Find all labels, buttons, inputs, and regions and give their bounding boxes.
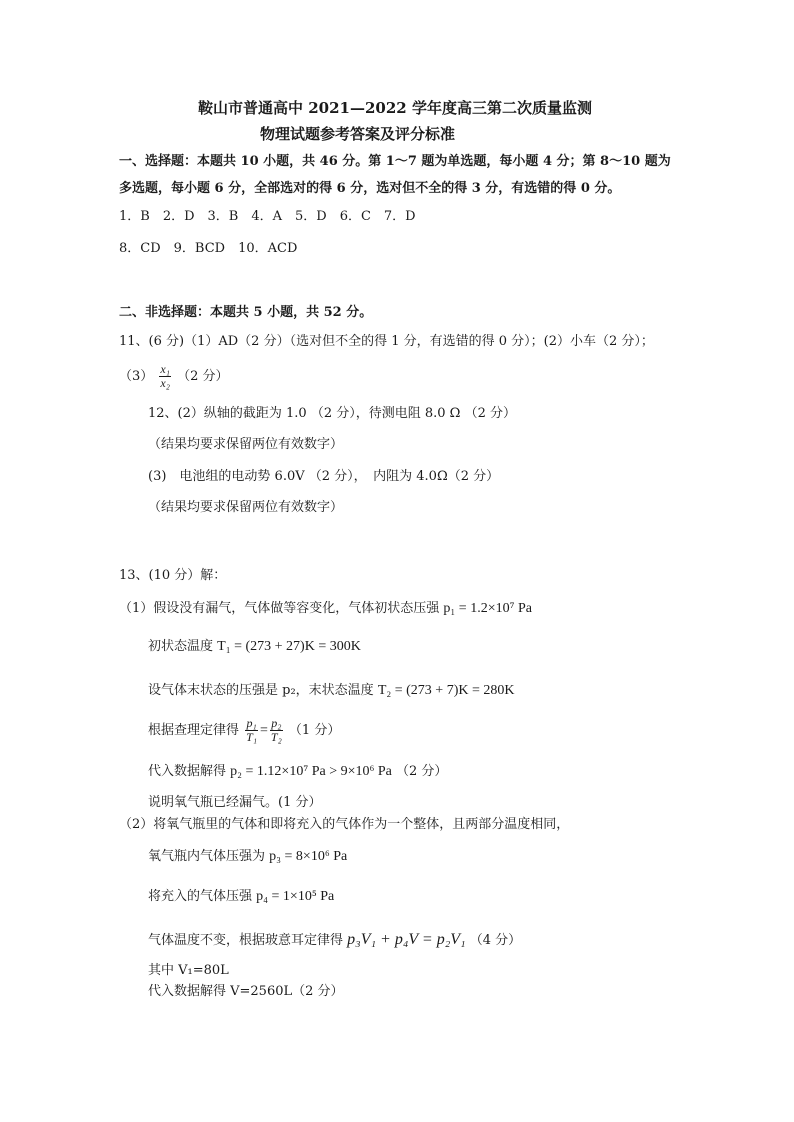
q13-v-result: 代入数据解得 V=2560L（2 分）	[148, 984, 344, 999]
q11-fraction-denominator: x₂	[160, 376, 170, 390]
answers-row-1: 1．B 2．D 3．B 4．A 5．D 6．C 7．D	[119, 209, 416, 224]
q13-part1-intro-text: （1）假设没有漏气，气体做等容变化，气体初状态压强	[119, 601, 440, 616]
q13-boyle-score: （4 分）	[469, 933, 522, 948]
q13-p3-line	[148, 849, 347, 865]
q13-sub-label: 代入数据解得	[148, 764, 227, 779]
q13-t1-line	[148, 639, 361, 655]
q13-p4-equation: p₄ = 1×10⁵ Pa	[256, 889, 335, 904]
q13-conclusion: 说明氧气瓶已经漏气。(1 分）	[148, 795, 322, 810]
q13-boyle-equation: p₃V₁ + p₄V = p₂V₁	[347, 931, 466, 948]
q13-sub-equation: p₂ = 1.12×10⁷ Pa > 9×10⁶ Pa	[230, 764, 392, 779]
doc-title-line2: 物理试题参考答案及评分标准	[260, 125, 456, 143]
q13-law-label: 根据查理定律得	[148, 723, 240, 738]
q13-law-line	[148, 716, 340, 746]
q11-fraction	[159, 363, 171, 390]
q13-law-fraction-right	[270, 717, 283, 744]
q11-part3-score: （2 分）	[177, 369, 229, 384]
q13-law-equals: =	[260, 723, 268, 738]
q13-p1-equation: p₁ = 1.2×10⁷ Pa	[443, 601, 532, 616]
q13-t1-label: 初状态温度	[148, 639, 214, 654]
q13-law-left-den: T₁	[246, 730, 258, 744]
q12-note2: （结果均要求保留两位有效数字）	[148, 500, 344, 515]
q11-part3-prefix: （3）	[119, 369, 154, 384]
q11-fraction-numerator: x₁	[160, 362, 170, 376]
q11-line: 11、(6 分)（1）AD（2 分）（选对但不全的得 1 分，有选错的得 0 分）；(2）小车（2 分）；	[119, 334, 654, 349]
q13-sub-line	[148, 764, 447, 780]
part1-heading-line2: 多选题，每小题 6 分，全部选对的得 6 分，选对但不全的得 3 分，有选错的得 0 分。	[119, 181, 621, 196]
q13-part2-intro: （2）将氧气瓶里的气体和即将充入的气体作为一个整体，且两部分温度相同，	[119, 817, 570, 832]
q13-law-fraction-left	[245, 717, 258, 744]
q13-p3-label: 氧气瓶内气体压强为	[148, 849, 266, 864]
q13-t2-line	[148, 683, 514, 699]
q13-v1-line: 其中 V₁=80L	[148, 963, 229, 978]
q12-line1: 12、(2）纵轴的截距为 1.0 （2 分），待测电阻 8.0 Ω （2 分）	[148, 406, 516, 421]
q13-t2-label: 设气体末状态的压强是 p₂，末状态温度	[148, 683, 374, 698]
part2-heading: 二、非选择题：本题共 5 小题，共 52 分。	[119, 305, 373, 320]
q13-boyle-label: 气体温度不变，根据玻意耳定律得	[148, 933, 344, 948]
answers-row-2: 8．CD 9．BCD 10．ACD	[119, 241, 298, 256]
q13-law-right-den: T₂	[270, 730, 282, 744]
q13-t2-equation: T₂ = (273 + 7)K = 280K	[377, 683, 515, 698]
q12-note1: （结果均要求保留两位有效数字）	[148, 437, 344, 452]
q13-law-score: （1 分）	[288, 723, 341, 738]
q13-p4-line	[148, 889, 334, 905]
q13-sub-score: （2 分）	[396, 764, 448, 779]
q13-p3-equation: p₃ = 8×10⁶ Pa	[269, 849, 348, 864]
part1-heading-line1: 一、选择题：本题共 10 小题，共 46 分。第 1～7 题为单选题，每小题 4 分；第 8～10 题为	[119, 154, 671, 169]
q13-law-right-num: p₂	[271, 716, 282, 730]
q12-line2: (3) 电池组的电动势 6.0V （2 分）， 内阻为 4.0Ω（2 分）	[148, 469, 500, 484]
q13-boyle-line	[148, 932, 521, 949]
q13-heading: 13、(10 分）解：	[119, 568, 227, 583]
q13-p4-label: 将充入的气体压强	[148, 889, 253, 904]
q13-part1-intro	[119, 601, 532, 617]
q11-part3	[119, 362, 228, 392]
q13-t1-equation: T₁ = (273 + 27)K = 300K	[217, 639, 361, 654]
doc-title-line1: 鞍山市普通高中 2021—2022 学年度高三第二次质量监测	[198, 99, 592, 117]
q13-law-left-num: p₁	[246, 716, 257, 730]
